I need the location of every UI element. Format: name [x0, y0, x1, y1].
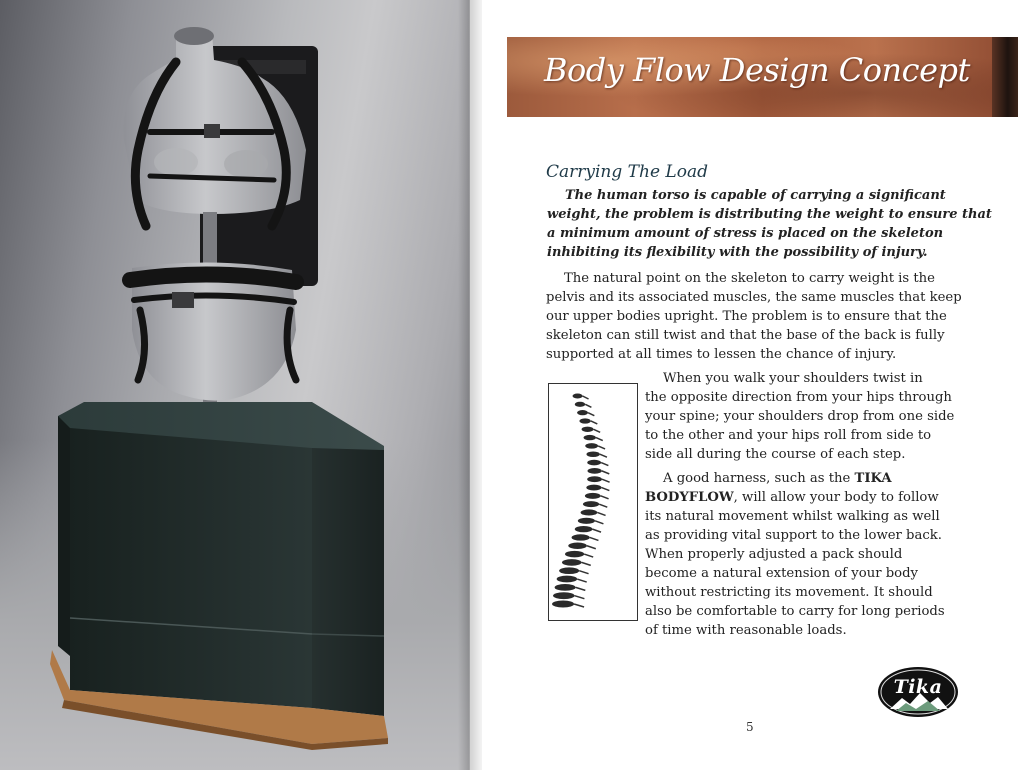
- paragraph-line: without restricting its movement. It should: [645, 585, 933, 600]
- paragraph-line: its natural movement whilst walking as well: [645, 509, 940, 524]
- intro-paragraph: [547, 186, 992, 262]
- vertebra: [584, 435, 596, 440]
- vertebra: [562, 559, 582, 566]
- vertebra-process: [590, 537, 599, 540]
- body-paragraph-3: [645, 469, 945, 640]
- paragraph-line: supported at all times to lessen the chance of injury.: [546, 347, 897, 362]
- paragraph-line: [645, 469, 945, 488]
- body-paragraph-2: [645, 369, 955, 464]
- vertebra-process: [602, 488, 610, 491]
- paragraph-line: When you walk your shoulders twist in: [663, 371, 923, 386]
- mannequin-harness-photo: [0, 0, 470, 770]
- vertebra: [575, 526, 593, 532]
- vertebra-process: [601, 496, 609, 499]
- vertebra-process: [584, 554, 593, 557]
- vertebra: [553, 592, 575, 599]
- vertebra-process: [594, 429, 601, 432]
- vertebra: [568, 543, 587, 549]
- vertebra: [577, 410, 588, 415]
- intro-line: weight, the problem is distributing the weight to ensure that: [547, 207, 992, 222]
- page-title: Body Flow Design Concept: [544, 51, 970, 89]
- logo-text: Tika: [893, 676, 943, 698]
- vertebra-process: [576, 587, 586, 590]
- vertebra-process: [577, 579, 587, 582]
- paragraph-line: as providing vital support to the lower back.: [645, 528, 942, 543]
- vertebra: [587, 476, 602, 482]
- paragraph-line: When properly adjusted a pack should: [645, 547, 903, 562]
- vertebra-process: [583, 396, 589, 399]
- display-pedestal: [58, 402, 384, 716]
- page-number: 5: [746, 720, 754, 734]
- paragraph-text: A good harness, such as the: [663, 471, 855, 486]
- vertebra: [586, 485, 601, 491]
- banner-torn-edge: [992, 37, 1018, 117]
- vertebra: [586, 451, 599, 457]
- body-paragraph-1: [546, 269, 962, 364]
- vertebra-process: [591, 421, 597, 424]
- vertebra: [582, 427, 594, 432]
- vertebra-process: [601, 463, 608, 466]
- text-page: [470, 0, 1018, 770]
- vertebra-process: [600, 454, 607, 457]
- section-heading: Carrying The Load: [546, 162, 708, 182]
- paragraph-line: your spine; your shoulders drop from one side: [645, 409, 955, 424]
- sternum-buckle: [204, 124, 220, 138]
- intro-line: a minimum amount of stress is placed on the skeleton: [547, 226, 944, 241]
- hip-belt-buckle: [172, 292, 194, 308]
- vertebra-process: [574, 604, 584, 607]
- paragraph-line: skeleton can still twist and that the base of the back is fully: [546, 328, 945, 343]
- vertebra-process: [602, 471, 609, 474]
- vertebra-process: [596, 438, 603, 441]
- vertebra: [583, 501, 599, 507]
- paragraph-line: of time with reasonable loads.: [645, 623, 847, 638]
- intro-line: inhibiting its flexibility with the possibility of injury.: [547, 245, 928, 260]
- vertebra-process: [597, 512, 605, 515]
- title-banner: [507, 37, 1018, 117]
- spine-illustration-frame: [548, 383, 638, 621]
- vertebra-process: [582, 562, 591, 565]
- paragraph-line: The natural point on the skeleton to carry weight is the: [564, 271, 935, 286]
- vertebra: [585, 443, 598, 448]
- paragraph-line: [645, 488, 945, 507]
- spine-illustration-icon: [549, 384, 637, 620]
- vertebra-process: [588, 413, 594, 416]
- paragraph-line: also be comfortable to carry for long periods: [645, 604, 945, 619]
- vertebra: [585, 493, 601, 499]
- vertebra-process: [598, 446, 605, 449]
- vertebra: [552, 601, 574, 608]
- vertebra: [555, 584, 576, 591]
- paragraph-line: become a natural extension of your body: [645, 566, 918, 581]
- vertebra: [565, 551, 584, 558]
- vertebra: [559, 567, 579, 574]
- vertebra: [587, 460, 601, 466]
- paragraph-line: the opposite direction from your hips through: [645, 390, 952, 405]
- vertebra-process: [595, 521, 603, 524]
- vertebra: [575, 402, 585, 407]
- vertebra-process: [602, 479, 610, 482]
- vertebra-process: [579, 571, 588, 574]
- vertebra-process: [599, 504, 607, 507]
- vertebra-process: [587, 546, 596, 549]
- vertebra-process: [575, 596, 585, 599]
- vertebra: [578, 518, 595, 524]
- product-photo: [0, 0, 470, 770]
- brand-name: TIKA: [854, 471, 892, 486]
- paragraph-line: to the other and your hips roll from side to: [645, 428, 932, 443]
- vertebra-process: [585, 404, 591, 407]
- brand-name: BODYFLOW: [645, 490, 734, 505]
- paragraph-line: side all during the course of each step.: [645, 447, 906, 462]
- vertebra: [572, 534, 590, 540]
- paragraph-text: , will allow your body to follow: [733, 490, 939, 505]
- vertebra-process: [592, 529, 601, 532]
- vertebra: [579, 418, 590, 423]
- vertebra: [573, 394, 583, 399]
- paragraph-line: our upper bodies upright. The problem is to ensure that the: [546, 309, 947, 324]
- paragraph-line: pelvis and its associated muscles, the same muscles that keep: [546, 290, 962, 305]
- vertebra: [587, 468, 601, 474]
- vertebra: [581, 509, 598, 515]
- intro-line: The human torso is capable of carrying a significant: [565, 188, 946, 203]
- vertebra: [557, 576, 578, 583]
- tika-logo: [876, 665, 960, 719]
